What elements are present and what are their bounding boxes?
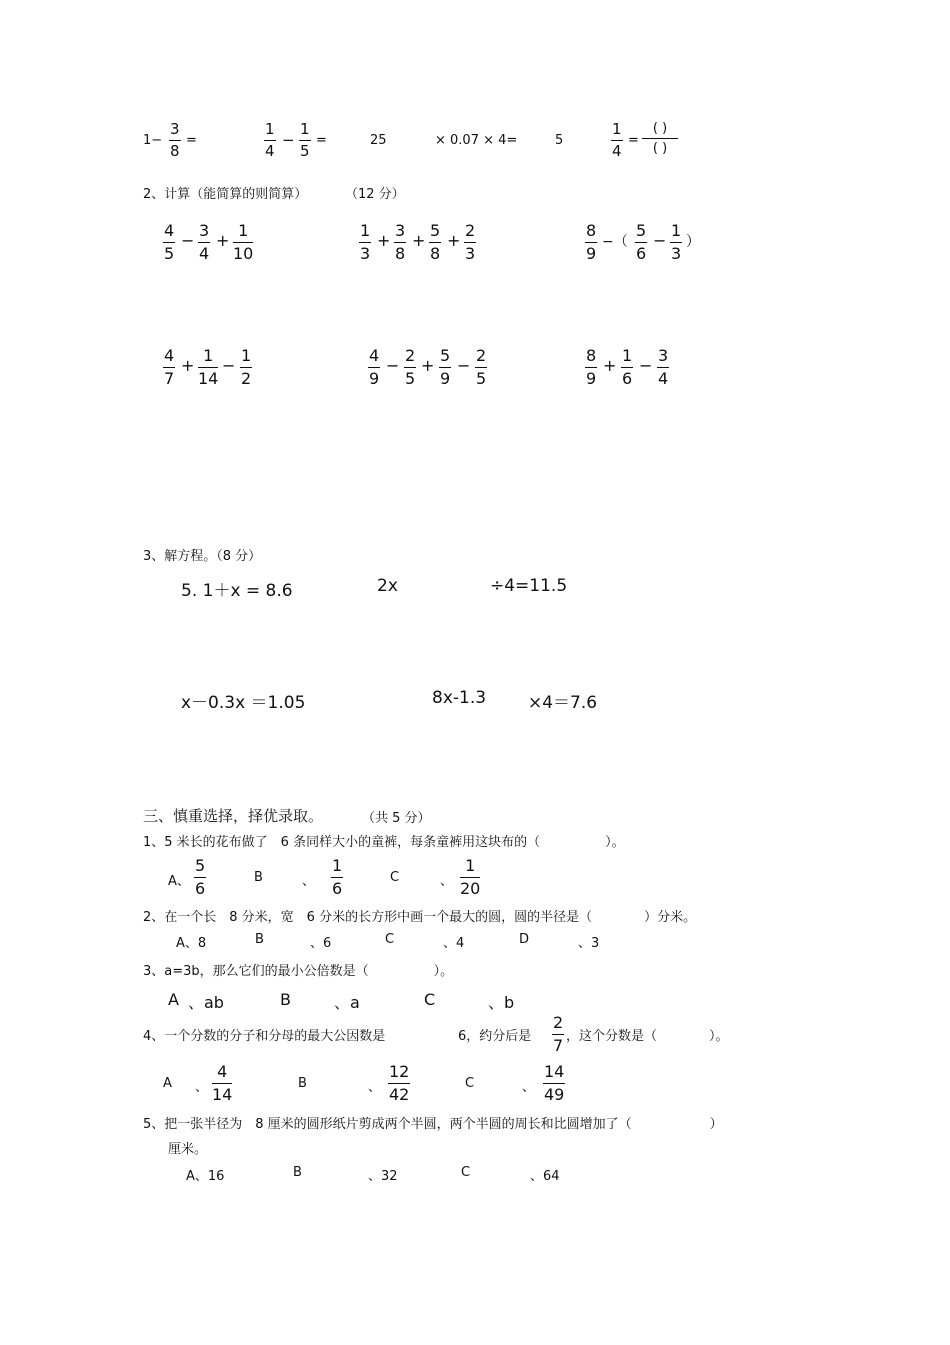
question-text: 3、a=3b，那么它们的最小公倍数是（ ）。	[143, 964, 454, 979]
operator: +	[216, 231, 230, 250]
option-label: C	[465, 1076, 475, 1091]
option-label: B	[280, 990, 291, 1009]
part-title: 三、慎重选择，择优录取。	[143, 807, 324, 825]
fraction: 2 5	[476, 346, 487, 388]
option-value: 、64	[530, 1169, 560, 1184]
fraction: 4 5	[164, 221, 175, 263]
expr-4: 5	[555, 133, 564, 148]
operator: +	[447, 231, 461, 250]
option-label: A	[168, 990, 179, 1009]
option-label: A	[163, 1076, 172, 1091]
operator: +	[412, 231, 426, 250]
option-label: B	[293, 1165, 302, 1180]
fraction: 1 4	[265, 120, 275, 160]
option-value: 、4	[443, 936, 465, 951]
question-text: ，这个分数是（ ）。	[566, 1029, 729, 1044]
option-label: A、	[168, 874, 190, 889]
fraction: 4 14	[212, 1062, 233, 1104]
expr-3-rest: × 0.07 × 4=	[435, 133, 518, 148]
fraction: 8 9	[586, 346, 597, 388]
fraction: 1 4	[612, 120, 622, 160]
blank-fraction: ( ) ( )	[642, 122, 678, 155]
option-label: B	[255, 932, 264, 947]
question-text: 厘米。	[168, 1142, 208, 1157]
fraction: 5 6	[195, 856, 206, 898]
fraction: 1 20	[460, 856, 481, 898]
question-text: 4、一个分数的分子和分母的最大公因数是	[143, 1029, 386, 1044]
option-label: D	[519, 932, 530, 947]
question-text: 2、在一个长 8 分米，宽 6 分米的长方形中画一个最大的圆，圆的半径是（ ）分米。	[143, 910, 697, 925]
option-value: 、3	[578, 936, 600, 951]
option-label: B	[254, 870, 263, 885]
equals-sign: =	[186, 133, 197, 148]
fraction: 1 5	[300, 120, 310, 160]
equation: 5. 1＋x = 8.6	[181, 581, 293, 601]
expr-3-number: 25	[370, 133, 387, 148]
option-value: 、ab	[188, 993, 224, 1012]
separator: 、	[195, 1080, 209, 1095]
option-label: C	[424, 990, 436, 1009]
part-score: （共 5 分）	[362, 811, 431, 826]
equation: x－0.3x ＝1.05	[181, 693, 306, 713]
fraction: 3 4	[658, 346, 669, 388]
operator: −	[457, 356, 471, 375]
question-text: 1、5 米长的花布做了 6 条同样大小的童裤，每条童裤用这块布的（ ）。	[143, 835, 625, 850]
option-label: C	[390, 870, 400, 885]
section-title: 3、解方程。（8 分）	[143, 549, 262, 564]
fraction: 5 9	[440, 346, 451, 388]
fraction: 5 6	[636, 221, 647, 263]
operator: −	[181, 231, 195, 250]
equation-part: ×4＝7.6	[528, 693, 598, 713]
option-value: 、6	[310, 936, 332, 951]
operator: −	[386, 356, 400, 375]
operator: −（	[602, 234, 628, 250]
fraction: 2 3	[465, 221, 476, 263]
operator: +	[377, 231, 391, 250]
fraction: 4 7	[164, 346, 175, 388]
option: A、8	[176, 936, 207, 951]
equation-part: 2x	[377, 576, 398, 596]
option-label: B	[298, 1076, 307, 1091]
fraction: 3 8	[395, 221, 406, 263]
operator: +	[181, 356, 195, 375]
expr-1-lead: 1−	[143, 133, 163, 148]
fraction: 8 9	[586, 221, 597, 263]
fraction: 2 7	[553, 1013, 564, 1055]
equals-sign: =	[316, 133, 327, 148]
option-value: 、a	[334, 993, 360, 1012]
fraction: 14 49	[544, 1062, 565, 1104]
option-value: 、32	[368, 1169, 398, 1184]
option-label: C	[461, 1165, 471, 1180]
option: A、16	[186, 1169, 225, 1184]
question-text: 6，约分后是	[458, 1029, 532, 1044]
separator: 、	[368, 1080, 382, 1095]
question-text: 5、把一张半径为 8 厘米的圆形纸片剪成两个半圆，两个半圆的周长和比圆增加了（ ）	[143, 1117, 723, 1132]
section-score: （12 分）	[345, 187, 405, 202]
operator: ）	[686, 234, 700, 250]
equals-sign: =	[628, 133, 639, 148]
option-label: C	[385, 932, 395, 947]
separator: 、	[522, 1080, 536, 1095]
equation-part: ÷4=11.5	[490, 576, 568, 596]
fraction: 5 8	[430, 221, 441, 263]
operator: +	[421, 356, 435, 375]
separator: 、	[302, 874, 316, 889]
fraction: 1 10	[233, 221, 254, 263]
operator: −	[222, 356, 236, 375]
fraction: 1 2	[241, 346, 252, 388]
separator: 、	[440, 874, 454, 889]
section-title: 2、计算（能简算的则简算）	[143, 187, 308, 202]
equation-part: 8x-1.3	[432, 688, 487, 708]
operator: −	[639, 356, 653, 375]
fraction: 1 3	[671, 221, 682, 263]
fraction: 3 8	[170, 120, 180, 160]
fraction: 1 6	[622, 346, 633, 388]
fraction: 4 9	[369, 346, 380, 388]
fraction: 1 3	[360, 221, 371, 263]
minus-sign: −	[282, 131, 295, 149]
fraction: 12 42	[389, 1062, 410, 1104]
operator: +	[603, 356, 617, 375]
option-value: 、b	[488, 993, 515, 1012]
fraction: 1 6	[332, 856, 343, 898]
operator: −	[653, 231, 667, 250]
fraction: 2 5	[405, 346, 416, 388]
fraction: 3 4	[199, 221, 210, 263]
fraction: 1 14	[198, 346, 219, 388]
